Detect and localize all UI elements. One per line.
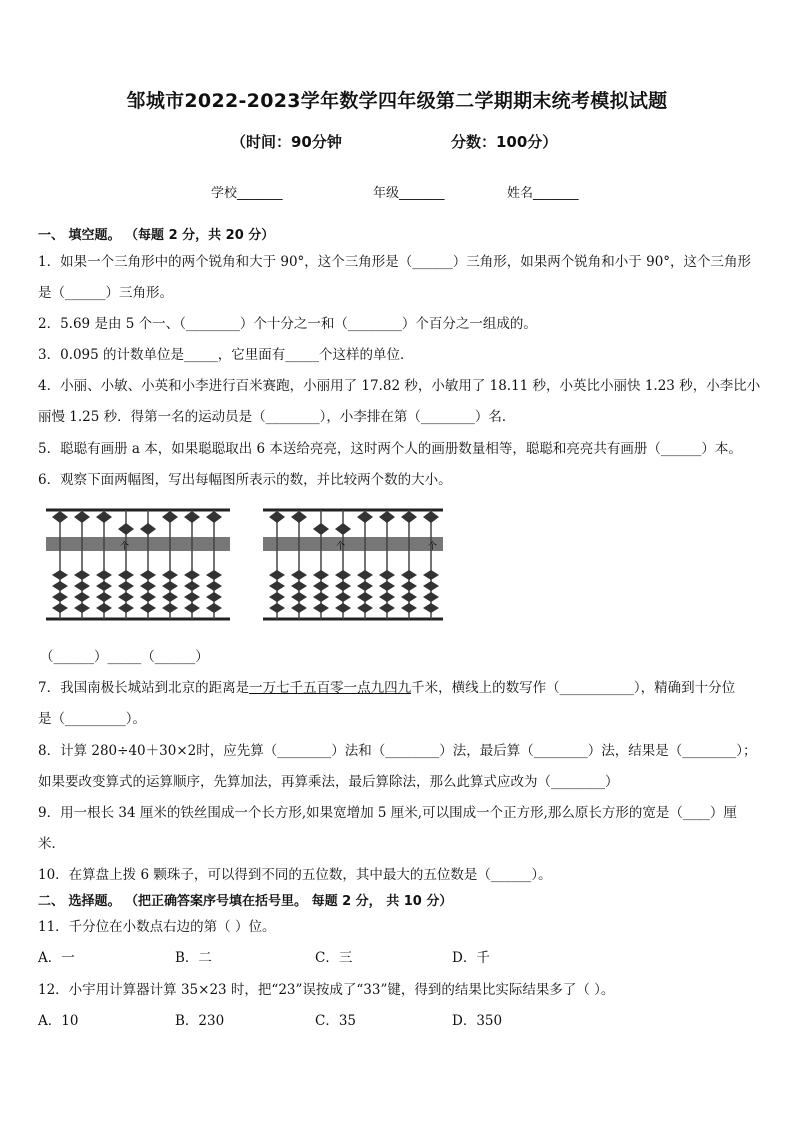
q3: 3．0.095 的计数单位是_____，它里面有_____个这样的单位．: [38, 347, 414, 363]
q7-line2: 是（_________）。: [38, 711, 146, 727]
abacus-bead: [423, 511, 439, 523]
abacus-bead: [269, 603, 285, 613]
abacus-bead: [291, 581, 307, 591]
abacus-bead: [118, 570, 134, 580]
abacus-bead: [357, 581, 373, 591]
q6-answer: （______）_____（______）: [40, 649, 209, 665]
abacus-bead: [74, 603, 90, 613]
abacus-bead: [140, 592, 156, 602]
q9-line1: 9．用一根长 34 厘米的铁丝围成一个长方形,如果宽增加 5 厘米,可以围成一个正方形,那么原长方形的宽是（____）厘: [38, 805, 737, 821]
abacus-bead: [52, 592, 68, 602]
name-field: 姓名_______: [507, 186, 579, 201]
abacus-bead: [74, 570, 90, 580]
abacus-bead: [313, 523, 329, 535]
abacus-bead: [140, 581, 156, 591]
q6: 6．观察下面两幅图，写出每幅图所表示的数，并比较两个数的大小。: [38, 472, 452, 488]
abacus-bead: [379, 511, 395, 523]
q11: 11．千分位在小数点右边的第（ ）位。: [38, 919, 276, 935]
abacus-bead: [162, 592, 178, 602]
abacus-bead: [206, 603, 222, 613]
exam-time: （时间：90分钟: [231, 133, 342, 151]
q8-line1: 8．计算 280÷40＋30×2时，应先算（________）法和（________）法，最后算（________）法，结果是（________）；: [38, 743, 757, 759]
q1-line1: 1．如果一个三角形中的两个锐角和大于 90°，这个三角形是（______）三角形，如果两个锐角和小于 90°，这个三角形: [38, 254, 752, 270]
q10: 10．在算盘上拨 6 颗珠子，可以得到不同的五位数，其中最大的五位数是（______）。: [38, 867, 552, 883]
abacus-bead: [401, 570, 417, 580]
q12-option-c: C．35: [315, 1013, 357, 1029]
abacus-bead: [357, 570, 373, 580]
abacus-bead: [379, 592, 395, 602]
abacus-bead: [184, 592, 200, 602]
abacus-bead: [423, 592, 439, 602]
q11-option-c: C．三: [315, 950, 353, 966]
q7-underlined: 一万七千五百零一点九四九: [249, 680, 412, 696]
exam-title: 邹城市2022-2023学年数学四年级第二学期期末统考模拟试题: [126, 90, 668, 112]
q7-post: 千米，横线上的数写作（___________），精确到十分位: [411, 680, 736, 696]
abacus-bead: [162, 581, 178, 591]
abacus-bead: [162, 570, 178, 580]
abacus-bead: [184, 603, 200, 613]
abacus-bead: [291, 603, 307, 613]
abacus-bead: [269, 511, 285, 523]
abacus-bead: [52, 570, 68, 580]
abacus-bead: [357, 592, 373, 602]
grade-field: 年级_______: [373, 186, 445, 201]
abacus-bead: [206, 581, 222, 591]
q12: 12．小宇用计算器计算 35×23 时，把“23”误按成了“33”键，得到的结果比实际结果多了（ ）。: [38, 982, 615, 998]
abacus-bead: [379, 581, 395, 591]
abacus-bead: [206, 511, 222, 523]
abacus1-label: 个: [120, 542, 130, 552]
q12-option-a: A．10: [38, 1013, 79, 1029]
abacus-bead: [357, 511, 373, 523]
abacus-bead: [291, 592, 307, 602]
abacus-bead: [162, 511, 178, 523]
abacus-bead: [96, 592, 112, 602]
abacus-bead: [423, 603, 439, 613]
exam-score: 分数：100分）: [451, 133, 558, 151]
abacus-bead: [96, 603, 112, 613]
abacus-figure-2: [261, 505, 447, 623]
section1-heading: 一、 填空题。 （每题 2 分，共 20 分）: [38, 228, 275, 243]
abacus-bead: [269, 581, 285, 591]
abacus-bead: [206, 570, 222, 580]
abacus-bead: [291, 570, 307, 580]
abacus-bead: [140, 523, 156, 535]
abacus-bead: [335, 523, 351, 535]
q11-option-d: D．千: [452, 950, 490, 966]
q5: 5．聪聪有画册 a 本，如果聪聪取出 6 本送给亮亮，这时两个人的画册数量相等，聪聪和亮亮共有画册（______）本。: [38, 441, 742, 457]
q11-option-b: B．二: [175, 950, 212, 966]
abacus-bead: [335, 603, 351, 613]
abacus-bead: [313, 581, 329, 591]
abacus-bead: [379, 570, 395, 580]
abacus-bead: [118, 603, 134, 613]
abacus-bead: [52, 511, 68, 523]
q8-line2: 如果要改变算式的运算顺序，先算加法，再算乘法，最后算除法，那么此算式应改为（________）: [38, 774, 619, 790]
section2-heading: 二、 选择题。 （把正确答案序号填在括号里。 每题 2 分， 共 10 分）: [38, 894, 453, 909]
q9-line2: 米．: [38, 836, 65, 852]
abacus2-label-1: 个: [336, 542, 346, 552]
abacus-bead: [140, 570, 156, 580]
q7-pre: 7．我国南极长城站到北京的距离是: [38, 680, 250, 696]
abacus-bead: [52, 603, 68, 613]
abacus-bead: [184, 581, 200, 591]
abacus-bead: [162, 603, 178, 613]
abacus-bead: [335, 570, 351, 580]
abacus-bead: [52, 581, 68, 591]
abacus-bead: [401, 603, 417, 613]
abacus-bead: [401, 592, 417, 602]
q2: 2．5.69 是由 5 个一、（________）个十分之一和（________）个百分之一组成的。: [38, 316, 537, 332]
abacus-bead: [96, 581, 112, 591]
abacus-bead: [96, 511, 112, 523]
abacus-bead: [74, 511, 90, 523]
abacus-bead: [335, 592, 351, 602]
abacus-bead: [269, 592, 285, 602]
abacus-bead: [184, 570, 200, 580]
abacus-bead: [335, 581, 351, 591]
school-field: 学校_______: [211, 186, 283, 201]
abacus-bead: [118, 523, 134, 535]
q12-option-b: B．230: [175, 1013, 225, 1029]
q11-option-a: A．一: [38, 950, 75, 966]
abacus-bead: [357, 603, 373, 613]
abacus2-label-2: 个: [428, 542, 438, 552]
abacus-bead: [401, 511, 417, 523]
abacus-bead: [206, 592, 222, 602]
abacus-bead: [379, 603, 395, 613]
abacus-bead: [313, 603, 329, 613]
abacus-bead: [74, 581, 90, 591]
abacus-bead: [313, 570, 329, 580]
q1-line2: 是（______）三角形。: [38, 285, 173, 301]
abacus-bead: [118, 592, 134, 602]
q4-line2: 丽慢 1.25 秒．得第一名的运动员是（________），小李排在第（________）名．: [38, 409, 516, 425]
abacus-bead: [291, 511, 307, 523]
abacus-bead: [184, 511, 200, 523]
abacus-bead: [401, 581, 417, 591]
abacus-bead: [96, 570, 112, 580]
abacus-bead: [269, 570, 285, 580]
q7-line1: [38, 676, 735, 696]
q12-option-d: D．350: [452, 1013, 503, 1029]
abacus-bead: [140, 603, 156, 613]
q4-line1: 4．小丽、小敏、小英和小李进行百米赛跑，小丽用了 17.82 秒，小敏用了 18.11 秒，小英比小丽快 1.23 秒，小李比小: [38, 378, 761, 394]
abacus-bead: [313, 592, 329, 602]
abacus-bead: [423, 570, 439, 580]
abacus-bead: [423, 581, 439, 591]
abacus-figure-1: [44, 505, 234, 623]
abacus-bead: [118, 581, 134, 591]
abacus-bead: [74, 592, 90, 602]
